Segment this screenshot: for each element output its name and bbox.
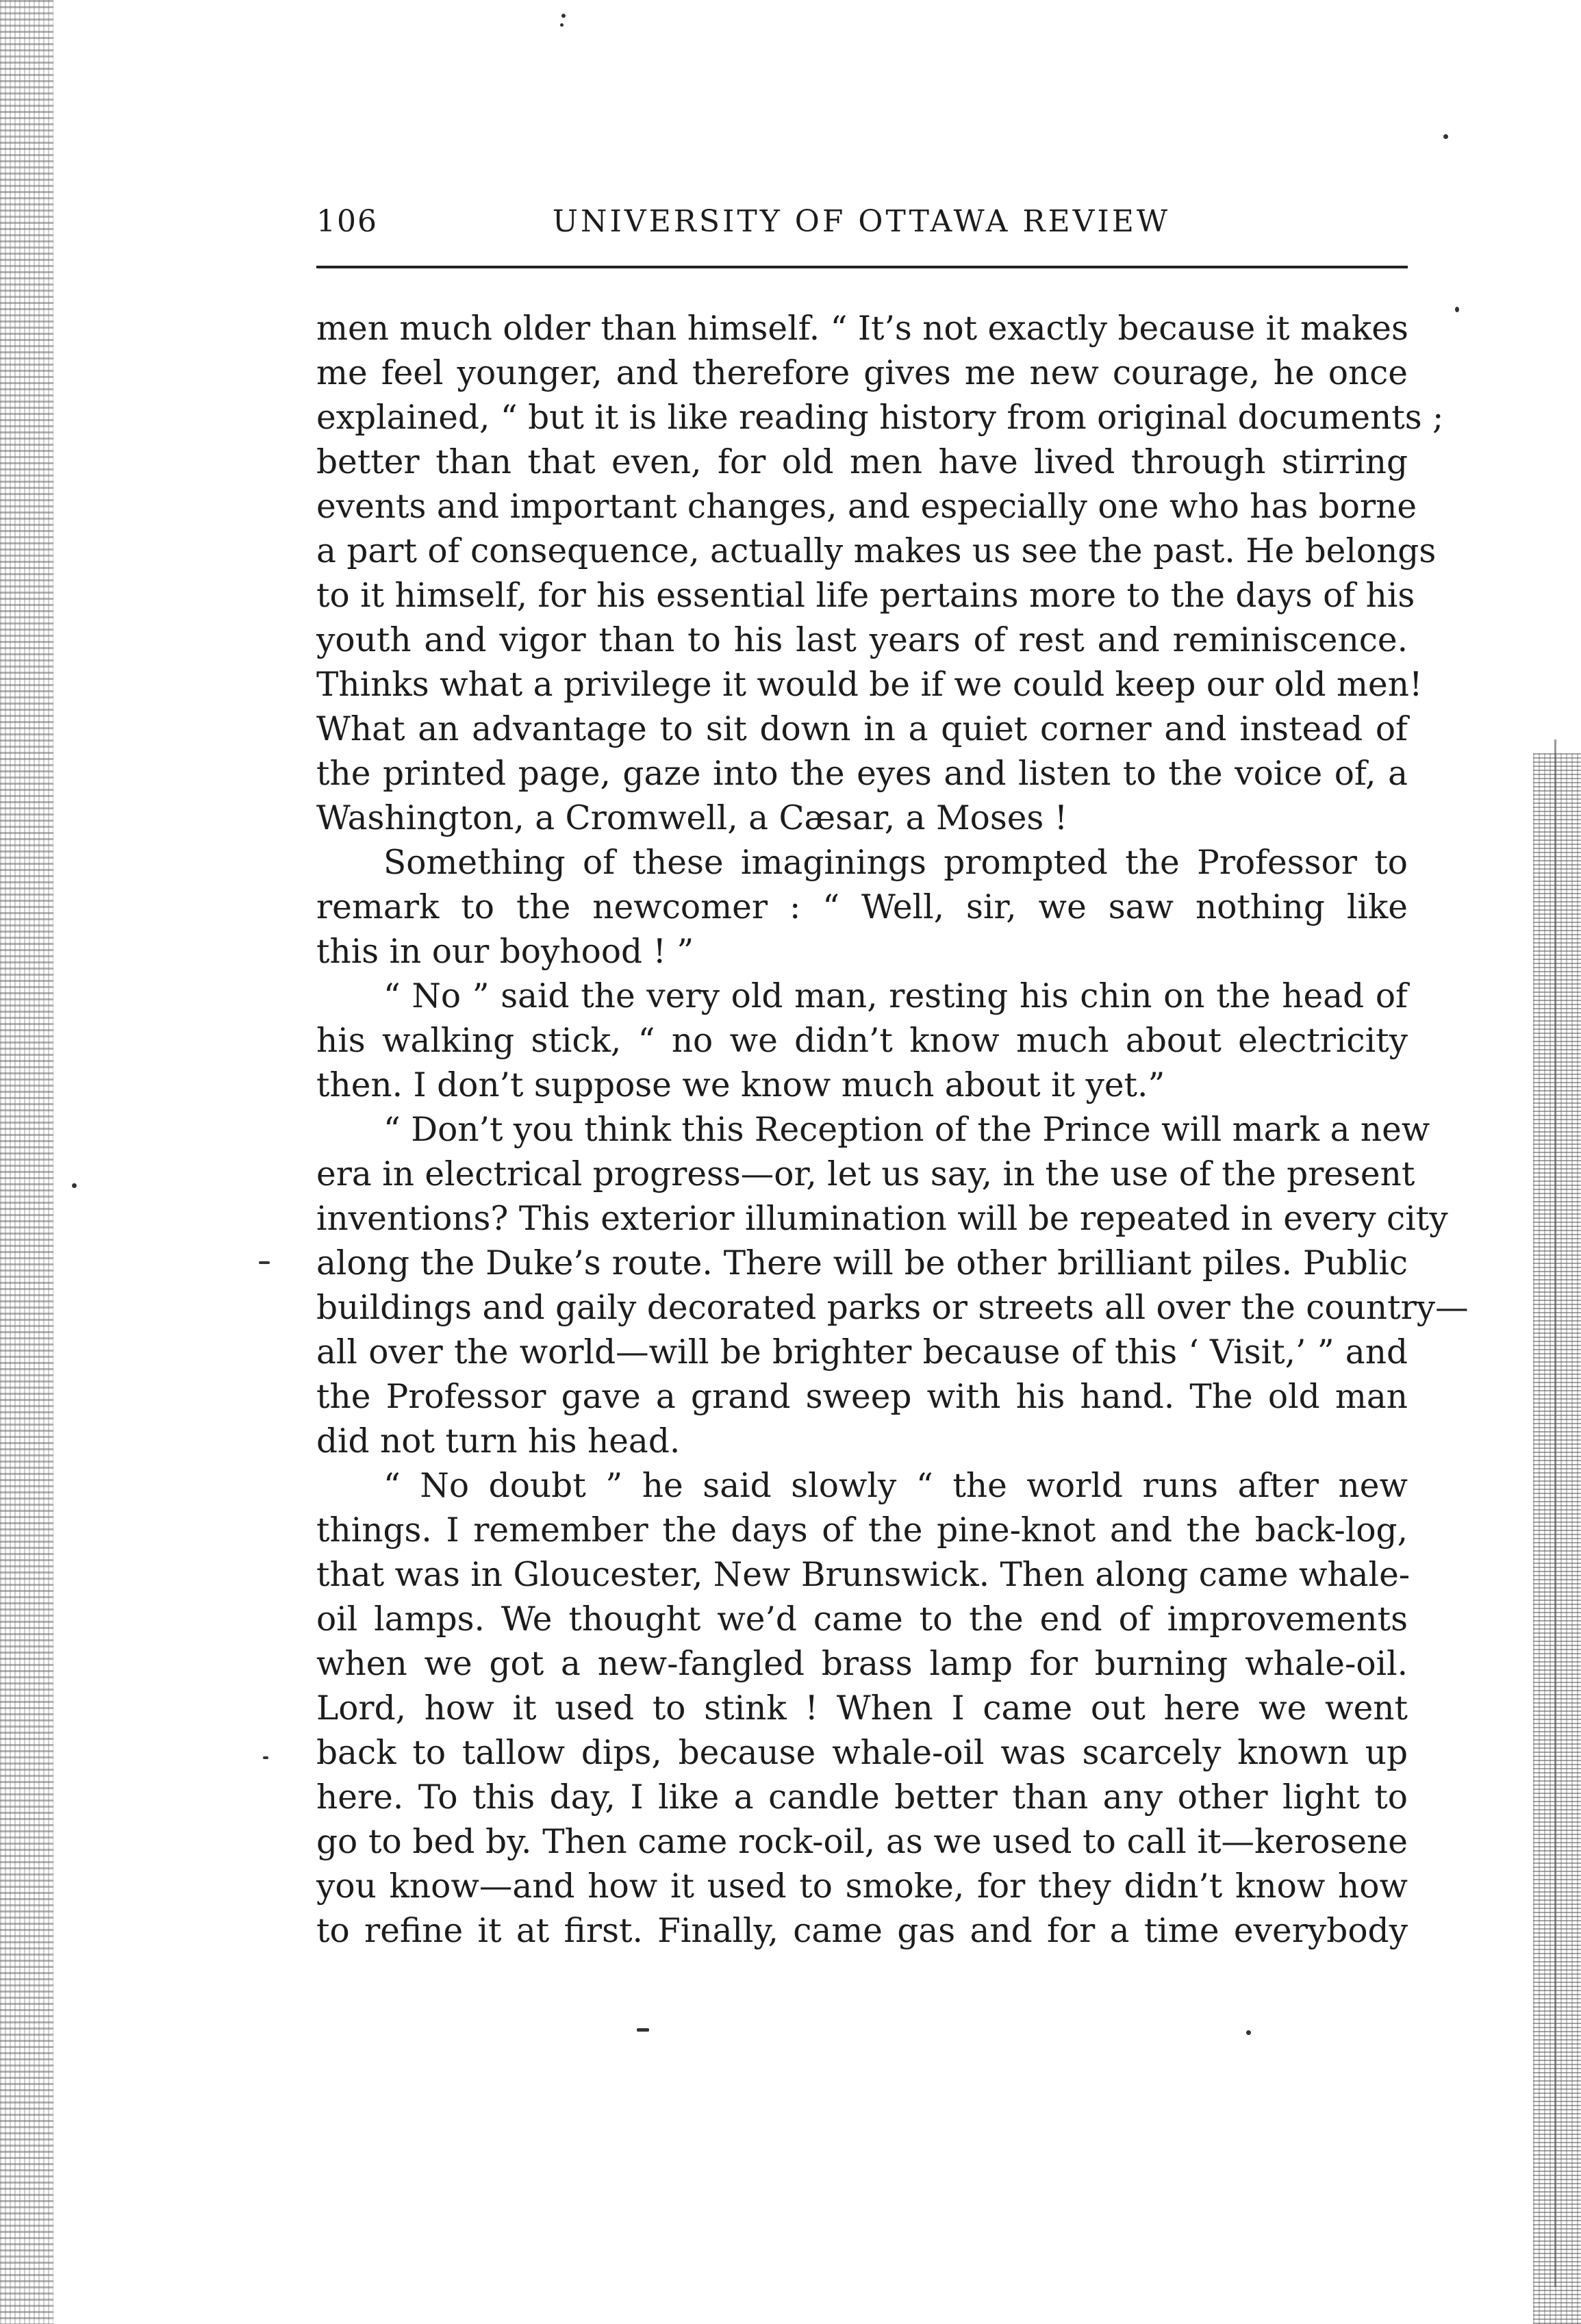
text-line: better than that even, for old men have lived through stirring bbox=[316, 443, 1408, 481]
text-line: to it himself, for his essential life pertains more to the days of his bbox=[316, 577, 1415, 615]
scan-speck bbox=[637, 2028, 649, 2032]
text-line: did not turn his head. bbox=[316, 1422, 681, 1461]
text-line: men much older than himself. “ It’s not exactly because it makes bbox=[316, 310, 1408, 348]
text-line: then. I don’t suppose we know much about it yet.” bbox=[316, 1066, 1165, 1104]
scan-speck bbox=[1455, 307, 1459, 312]
scan-speck bbox=[72, 1183, 77, 1188]
text-line: youth and vigor than to his last years of rest and reminiscence. bbox=[316, 621, 1408, 659]
text-line: back to tallow dips, because whale-oil was scarcely known up bbox=[316, 1734, 1408, 1772]
scan-speck bbox=[561, 14, 566, 18]
text-line: Lord, how it used to stink ! When I came out here we went bbox=[316, 1689, 1408, 1728]
text-line: What an advantage to sit down in a quiet corner and instead of bbox=[316, 710, 1408, 748]
text-line: Thinks what a privilege it would be if we could keep our old men! bbox=[316, 666, 1423, 704]
scan-speck bbox=[1246, 2030, 1251, 2035]
text-line: inventions? This exterior illumination will be repeated in every city bbox=[316, 1200, 1448, 1238]
scan-edge-right bbox=[1533, 753, 1581, 2324]
text-line: you know—and how it used to smoke, for they didn’t know how bbox=[316, 1867, 1408, 1906]
scan-speck bbox=[263, 1756, 268, 1759]
scan-edge-left bbox=[0, 0, 53, 2324]
text-line: buildings and gaily decorated parks or streets all over the country— bbox=[316, 1289, 1469, 1327]
text-line: “ No doubt ” he said slowly “ the world runs after new bbox=[383, 1467, 1408, 1505]
text-line: Washington, a Cromwell, a Cæsar, a Moses ! bbox=[316, 799, 1068, 837]
text-line: here. To this day, I like a candle better than any other light to bbox=[316, 1778, 1408, 1817]
text-line: a part of consequence, actually makes us see the past. He belongs bbox=[316, 532, 1437, 570]
header-rule bbox=[316, 266, 1408, 268]
text-line: things. I remember the days of the pine-knot and the back-log, bbox=[316, 1511, 1408, 1550]
scan-edge-right-line bbox=[1554, 740, 1556, 2287]
body-text bbox=[316, 307, 1469, 1954]
text-line: “ No ” said the very old man, resting his chin on the head of bbox=[383, 977, 1408, 1015]
text-line: his walking stick, “ no we didn’t know much about electricity bbox=[316, 1022, 1408, 1060]
text-line: go to bed by. Then came rock-oil, as we used to call it—kerosene bbox=[316, 1823, 1408, 1861]
text-line: that was in Gloucester, New Brunswick. Then along came whale- bbox=[316, 1556, 1411, 1594]
text-line: explained, “ but it is like reading history from original documents ; bbox=[316, 399, 1444, 437]
text-line: era in electrical progress—or, let us say, in the use of the present bbox=[316, 1155, 1415, 1193]
text-line: along the Duke’s route. There will be other brilliant piles. Public bbox=[316, 1244, 1408, 1283]
scan-speck bbox=[259, 1261, 270, 1264]
text-line: all over the world—will be brighter because of this ‘ Visit,’ ” and bbox=[316, 1333, 1408, 1372]
text-line: remark to the newcomer : “ Well, sir, we saw nothing like bbox=[316, 888, 1408, 926]
scan-speck bbox=[1443, 134, 1448, 139]
text-line: this in our boyhood ! ” bbox=[316, 933, 694, 971]
page-number: 106 bbox=[316, 204, 378, 239]
page-header bbox=[316, 204, 1406, 259]
text-line: me feel younger, and therefore gives me new courage, he once bbox=[316, 354, 1408, 392]
scan-speck bbox=[560, 23, 564, 27]
text-line: oil lamps. We thought we’d came to the end of improvements bbox=[316, 1600, 1408, 1639]
text-line: to refine it at first. Finally, came gas and for a time everybody bbox=[316, 1912, 1408, 1950]
text-line: the Professor gave a grand sweep with his hand. The old man bbox=[316, 1378, 1408, 1416]
text-line: the printed page, gaze into the eyes and listen to the voice of, a bbox=[316, 755, 1408, 793]
text-line: Something of these imaginings prompted the Professor to bbox=[383, 844, 1408, 882]
text-line: when we got a new-fangled brass lamp for burning whale-oil. bbox=[316, 1645, 1408, 1683]
text-line: “ Don’t you think this Reception of the Prince will mark a new bbox=[383, 1111, 1430, 1149]
text-line: events and important changes, and especially one who has borne bbox=[316, 488, 1417, 526]
running-head: UNIVERSITY OF OTTAWA REVIEW bbox=[552, 204, 1171, 239]
